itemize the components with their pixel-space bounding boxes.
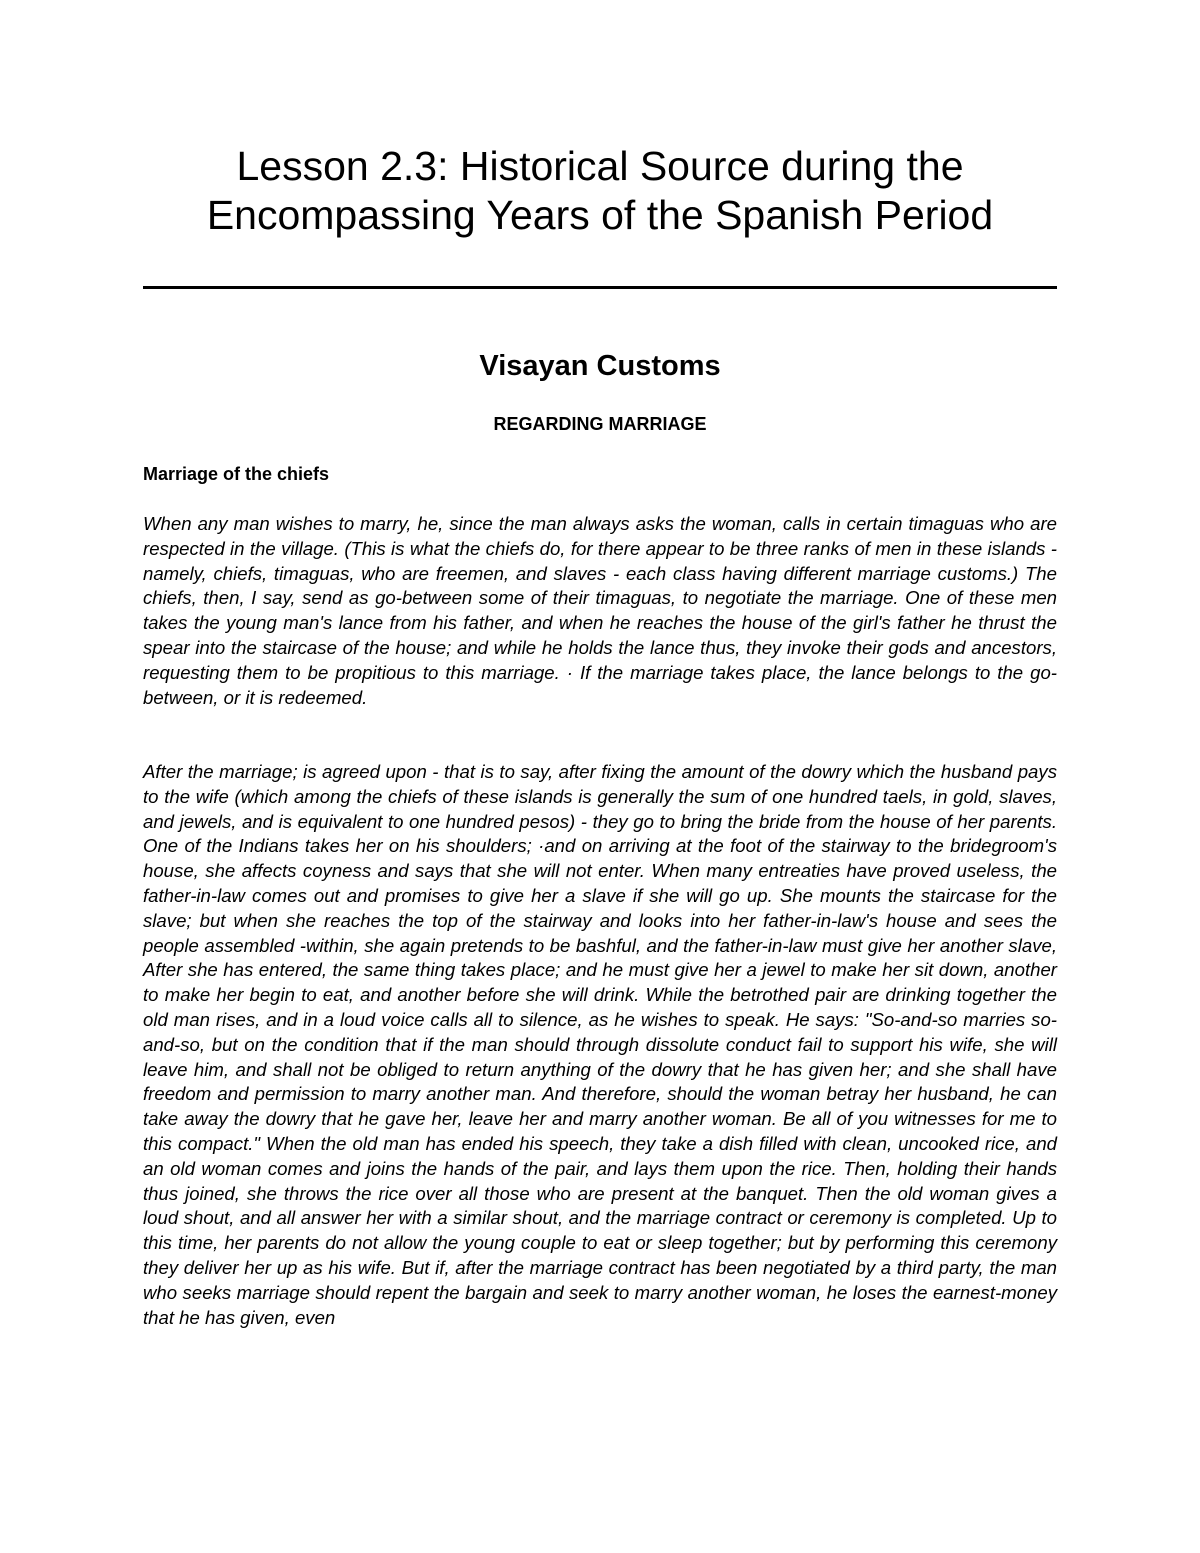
title-divider: [143, 286, 1057, 289]
subsection-title: REGARDING MARRIAGE: [493, 414, 707, 434]
lesson-title-line-2: Encompassing Years of the Spanish Period: [206, 192, 994, 238]
section-title: Visayan Customs: [479, 350, 721, 382]
body-paragraph: When any man wishes to marry, he, since the man always asks the woman, calls in certain timaguas who are respected in the village. (This is what the chiefs do, for there appear to be three ranks of men in these islands - namely, chiefs, timaguas, who are freemen, and slaves - each class having different marriage customs.) The chiefs, then, I say, send as go-between some of their timaguas, to negotiate the marriage. One of these men takes the young man's lance from his father, and when he reaches the house of the girl's father he thrust the spear into the staircase of the house; and while he holds the lance thus, they invoke their gods and ancestors, requesting them to be propitious to this marriage. · If the marriage takes place, the lance belongs to the go-between, or it is redeemed.: [143, 513, 1057, 708]
subheading: Marriage of the chiefs: [143, 464, 330, 484]
lesson-title-line-1: Lesson 2.3: Historical Source during the: [236, 143, 964, 189]
lesson-title: [130, 142, 1070, 240]
body-paragraph: After the marriage; is agreed upon - that is to say, after fixing the amount of the dowry which the husband pays to the wife (which among the chiefs of these islands is generally the sum of one hundred taels, in gold, slaves, and jewels, and is equivalent to one hundred pesos) - they go to bring the bride from the house of her parents. One of the Indians takes her on his shoulders; ·and on arriving at the foot of the stairway to the bridegroom's house, she affects coyness and says that she will not enter. When many entreaties have proved useless, the father-in-law comes out and promises to give her a slave if she will go up. She mounts the staircase for the slave; but when she reaches the top of the stairway and looks into her father-in-law's house and sees the people assembled -within, she again pretends to be bashful, and the father-in-law must give her another slave, After she has entered, the same thing takes place; and he must give her a jewel to make her sit down, another to make her begin to eat, and another before she will drink. While the betrothed pair are drinking together the old man rises, and in a loud voice calls all to silence, as he wishes to speak. He says: "So-and-so marries so-and-so, but on the condition that if the man should through dissolute conduct fail to support his wife, she will leave him, and shall not be obliged to return anything of the dowry that he has given her; and she shall have freedom and permission to marry another man. And therefore, should the woman betray her husband, he can take away the dowry that he gave her, leave her and marry another woman. Be all of you witnesses for me to this compact." When the old man has ended his speech, they take a dish filled with clean, uncooked rice, and an old woman comes and joins the hands of the pair, and lays them upon the rice. Then, holding their hands thus joined, she throws the rice over all those who are present at the banquet. Then the old woman gives a loud shout, and all answer her with a similar shout, and the marriage contract or ceremony is completed. Up to this time, her parents do not allow the young couple to eat or sleep together; but by performing this ceremony they deliver her up as his wife. But if, after the marriage contract has been negotiated by a third party, the man who seeks marriage should repent the bargain and seek to marry another woman, he loses the earnest-money that he has given, even: [143, 761, 1057, 1328]
